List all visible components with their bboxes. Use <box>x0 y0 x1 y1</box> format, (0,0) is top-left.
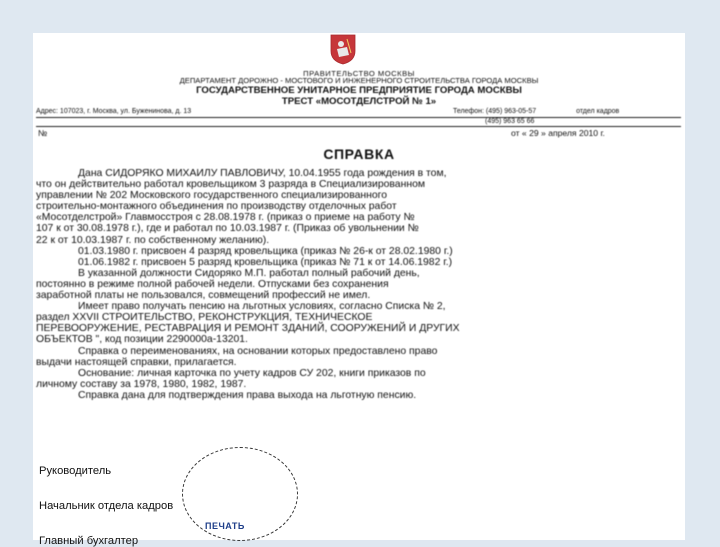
document-date: от « 29 » апреля 2010 г. <box>511 128 605 138</box>
body-line: заработной платы не пользовался, совмещений профессий не имел. <box>36 290 371 302</box>
body-line: раздел XXVII СТРОИТЕЛЬСТВО, РЕКОНСТРУКЦИЯ, ТЕХНИЧЕСКОЕ <box>36 312 373 324</box>
body-line: строительно-монтажного объединения по производству отделочных работ <box>36 201 397 213</box>
body-line: 22 к от 10.03.1987 г. по собственному желанию). <box>36 234 270 246</box>
body-line: управлении № 202 Московского государственного специализированного <box>36 190 387 202</box>
body-line: постоянно в режиме полной рабочей недели. Отпусками без сохранения <box>36 278 389 290</box>
body-line: «Мосотделстрой» Главмосстроя с 28.08.1978 г. (приказ о приеме на работу № <box>36 212 415 224</box>
header-rule-top <box>36 117 681 118</box>
phone-department: отдел кадров <box>576 108 620 115</box>
body-line: 01.06.1982 г. присвоен 5 разряд кровельщика (приказ № 71 к от 14.06.1982 г.) <box>78 256 453 268</box>
body-line: Имеет право получать пенсию на льготных условиях, согласно Списка № 2, <box>78 301 446 313</box>
government-name: ПРАВИТЕЛЬСТВО МОСКВЫ <box>303 69 415 78</box>
document-title: СПРАВКА <box>323 146 395 162</box>
signature-accountant: Главный бухгалтер <box>39 535 139 547</box>
fax: (495) 963 65 66 <box>485 118 535 125</box>
phone <box>453 108 619 115</box>
enterprise-name: ГОСУДАРСТВЕННОЕ УНИТАРНОЕ ПРЕДПРИЯТИЕ ГОРОДА МОСКВЫ <box>196 85 522 96</box>
body-line: 107 к от 30.08.1978 г.), где и работал по 10.03.1987 г. (Приказ об увольнении № <box>36 223 419 235</box>
phone-number: Телефон: (495) 963-05-57 <box>453 108 537 115</box>
body-line: Справка о переименованиях, на основании которых предоставлено право <box>78 345 438 357</box>
body-line: Дана СИДОРЯКО МИХАИЛУ ПАВЛОВИЧУ, 10.04.1955 года рождения в том, <box>78 168 447 179</box>
signature-director: Руководитель <box>39 465 112 477</box>
moscow-coat-of-arms-icon <box>329 33 357 65</box>
body-line: что он действительно работал кровельщиком 3 разряда в Специализированном <box>36 179 425 191</box>
signature-hr-head: Начальник отдела кадров <box>39 500 174 512</box>
body-line: Справка дана для подтверждения права выхода на льготную пенсию. <box>78 389 417 401</box>
body-line: Основание: личная карточка по учету кадров СУ 202, книги приказов по <box>78 367 426 379</box>
header-rule-bottom <box>36 126 681 127</box>
document-body <box>36 168 686 401</box>
body-line: 01.03.1980 г. присвоен 4 разряд кровельщика (приказ № 26-к от 28.02.1980 г.) <box>78 245 453 257</box>
body-line: В указанной должности Сидоряко М.П. работал полный рабочий день, <box>78 267 420 279</box>
address: Адрес: 107023, г. Москва, ул. Буженинова, д. 13 <box>36 108 192 115</box>
body-line: выдачи настоящей справки, прилагается. <box>36 356 237 368</box>
document-number: № <box>38 128 48 138</box>
body-line: ОБЪЕКТОВ ", код позиции 2290000а-13201. <box>36 334 248 346</box>
trust-name: ТРЕСТ «МОСОТДЕЛСТРОЙ № 1» <box>281 96 437 107</box>
body-line: личному составу за 1978, 1980, 1982, 1987. <box>36 378 247 390</box>
department-name: ДЕПАРТАМЕНТ ДОРОЖНО - МОСТОВОГО И ИНЖЕНЕРНОГО СТРОИТЕЛЬСТВА ГОРОДА МОСКВЫ <box>179 76 539 85</box>
stamp-label: ПЕЧАТЬ <box>205 521 245 531</box>
body-line: ПЕРЕВООРУЖЕНИЕ, РЕСТАВРАЦИЯ И РЕМОНТ ЗДАНИЙ, СООРУЖЕНИЙ И ДРУГИХ <box>36 323 460 335</box>
certificate-document <box>33 33 685 547</box>
